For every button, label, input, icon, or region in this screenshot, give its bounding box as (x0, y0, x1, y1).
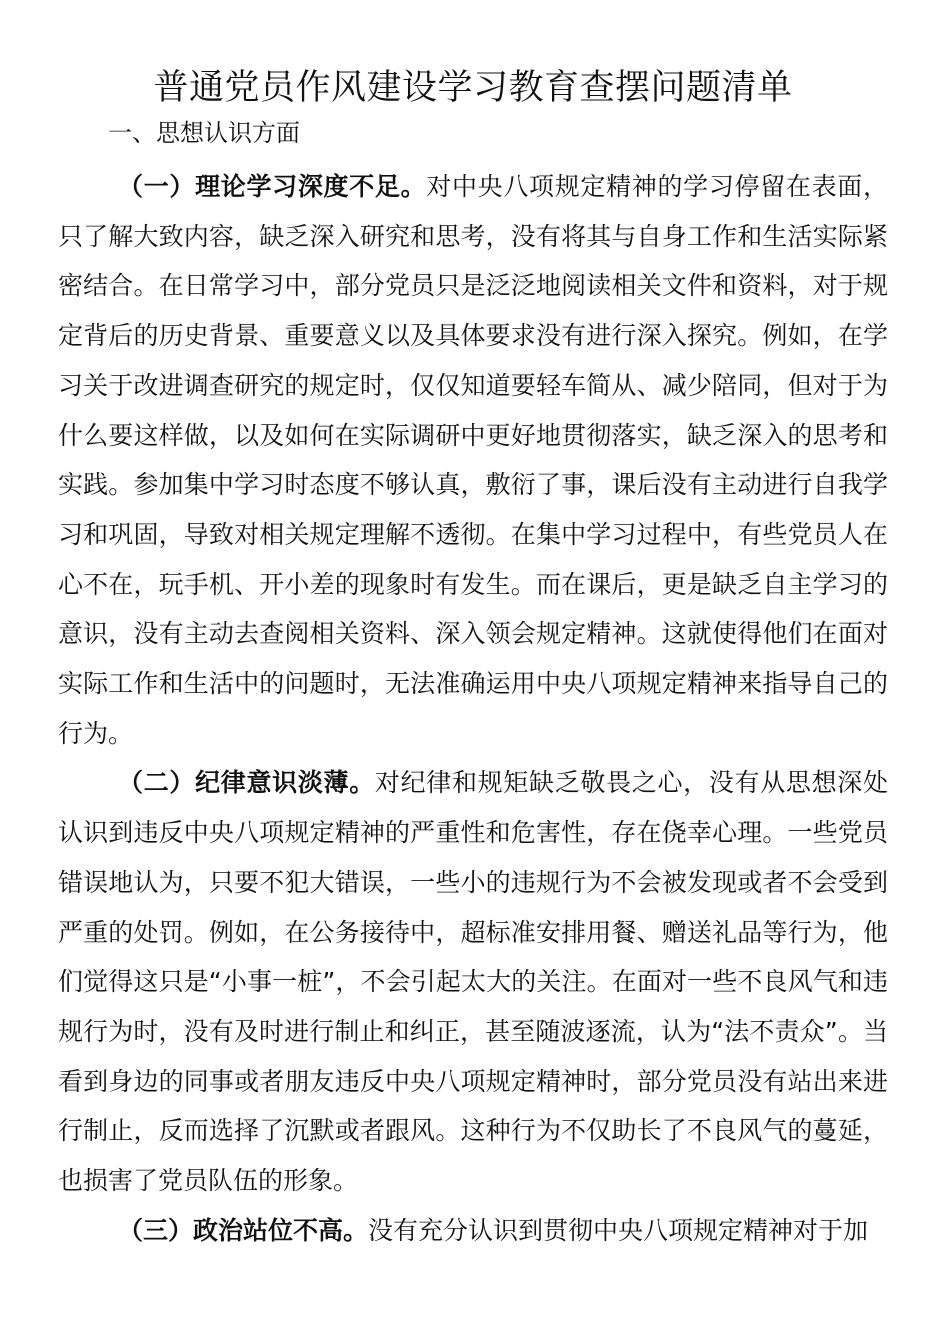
paragraph-body: 对中央八项规定精神的学习停留在表面，只了解大致内容，缺乏深入研究和思考，没有将其与自身工作和生活实际紧密结合。在日常学习中，部分党员只是泛泛地阅读相关文件和资料，对于规定背后的历史背景、重要意义以及具体要求没有进行深入探究。例如，在学习关于改进调查研究的规定时，仅仅知道要轻车简从、减少陪同，但对于为什么要这样做，以及如何在实际调研中更好地贯彻落实，缺乏深入的思考和实践。参加集中学习时态度不够认真，敷衍了事，课后没有主动进行自我学习和巩固，导致对相关规定理解不透彻。在集中学习过程中，有些党员人在心不在，玩手机、开小差的现象时有发生。而在课后，更是缺乏自主学习的意识，没有主动去查阅相关资料、深入领会规定精神。这就使得他们在面对实际工作和生活中的问题时，无法准确运用中央八项规定精神来指导自己的行为。 (58, 172, 888, 748)
section-heading: 一、思想认识方面 (108, 119, 300, 147)
paragraph-political-stance (58, 1206, 888, 1256)
paragraph-heading: （三）政治站位不高。 (118, 1215, 369, 1245)
paragraph-heading: （一）理论学习深度不足。 (118, 172, 427, 201)
paragraph-body: 没有充分认识到贯彻中央八项规定精神对于加 (368, 1215, 869, 1245)
paragraph-discipline (58, 758, 888, 1205)
document-title: 普通党员作风建设学习教育查摆问题清单 (153, 68, 793, 108)
paragraph-body: 对纪律和规矩缺乏敬畏之心，没有从思想深处认识到违反中央八项规定精神的严重性和危害性，存在侥幸心理。一些党员错误地认为，只要不犯大错误，一些小的违规行为不会被发现或者不会受到严重的处罚。例如，在公务接待中，超标准安排用餐、赠送礼品等行为，他们觉得这只是“小事一桩”，不会引起太大的关注。在面对一些不良风气和违规行为时，没有及时进行制止和纠正，甚至随波逐流，认为“法不责众”。当看到身边的同事或者朋友违反中央八项规定精神时，部分党员没有站出来进行制止，反而选择了沉默或者跟风。这种行为不仅助长了不良风气的蔓延，也损害了党员队伍的形象。 (58, 768, 888, 1196)
paragraph-theory-study (58, 162, 888, 758)
paragraph-heading: （二）纪律意识淡薄。 (118, 768, 375, 798)
